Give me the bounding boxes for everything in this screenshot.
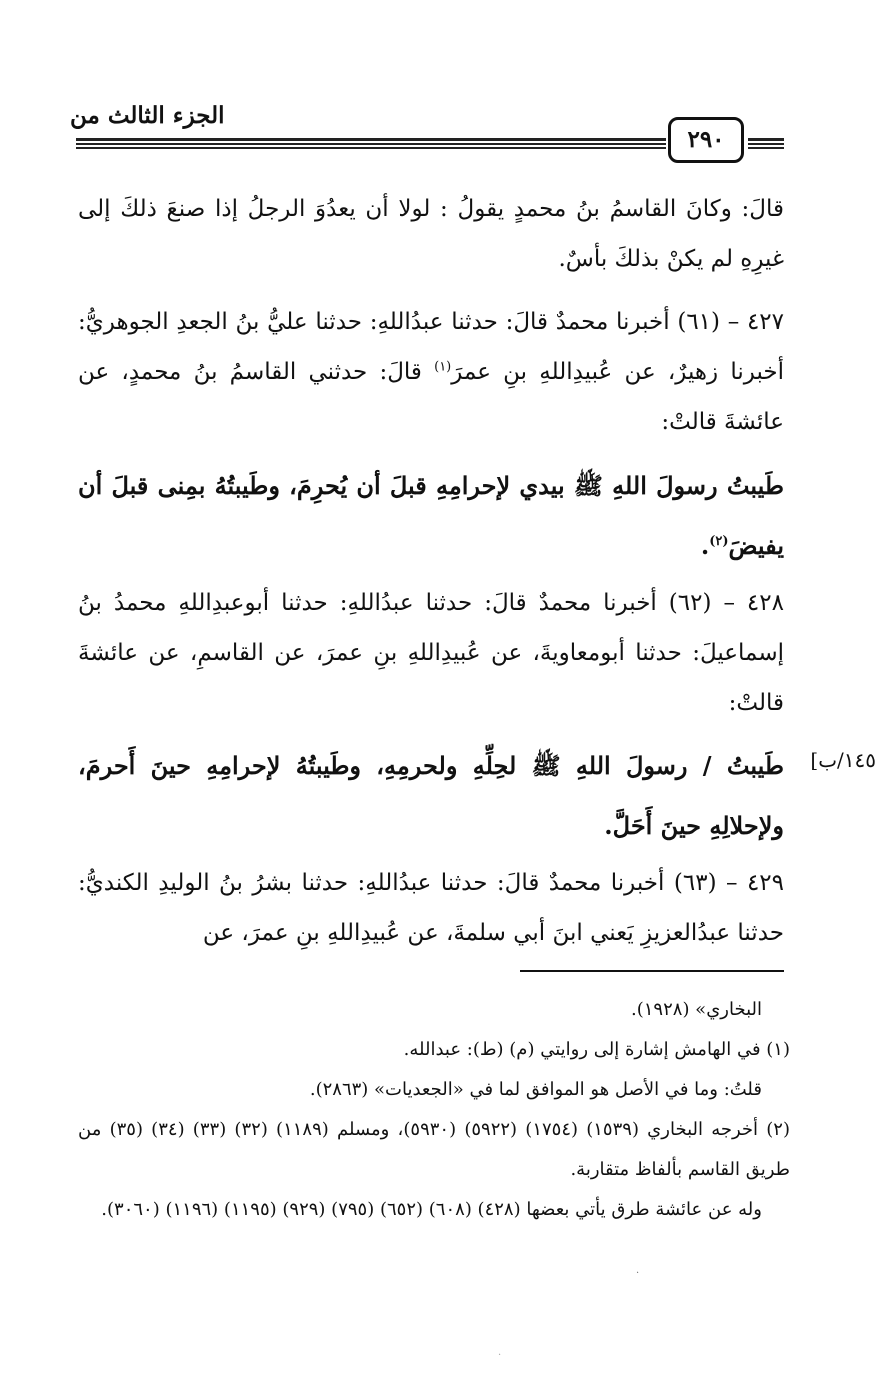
hadith-428-matn: طَيبتُ / رسولَ اللهِ ﷺ لحِلِّهِ ولحرمِهِ، وطَيبتُهُ لإحرامِهِ حينَ أَحرمَ، ولإحلالِهِ حينَ أَحَلَّ.: [78, 751, 785, 840]
header-rule: [748, 143, 784, 145]
chain-text: أخبرنا محمدٌ قالَ: حدثنا عبدُاللهِ: حدثنا أبوعبدِاللهِ محمدُ بنُ إسماعيلَ: حدثنا أبومعاويةَ، عن عُبيدِاللهِ بنِ عمرَ، عن القاسمِ، عن عائشةَ قالتْ:: [78, 590, 784, 716]
footnote-2-note: وله عن عائشة طرق يأتي بعضها (٤٢٨) (٦٠٨) (٦٥٢) (٧٩٥) (٩٢٩) (١١٩٥) (١١٩٦) (٣٠٦٠).: [101, 1199, 762, 1220]
scan-speck: ·: [498, 1350, 502, 1361]
scan-speck: ·: [636, 1268, 640, 1279]
footnote-1: (١) في الهامش إشارة إلى روايتي (م) (ط): عبدالله.: [403, 1039, 790, 1060]
hadith-number: ٤٢٨ – (٦٢): [668, 590, 784, 616]
hadith-number: ٤٢٩ – (٦٣): [673, 870, 784, 896]
footnote-separator: [520, 970, 784, 972]
footnote-marker: (٢): [709, 534, 729, 549]
footnote-marker: (١): [434, 359, 452, 375]
chain-text: أخبرنا محمدٌ قالَ: حدثنا عبدُاللهِ: حدثنا عليُّ بنُ الجعدِ الجوهريُّ: أخبرنا زهيرٌ، عن عُبيدِاللهِ بنِ عمرَ: [78, 309, 784, 385]
footnote-2: (٢) أخرجه البخاري (١٥٣٩) (١٧٥٤) (٥٩٢٢) (٥٩٣٠)، ومسلم (١١٨٩) (٣٢) (٣٣) (٣٤) (٣٥) من طريق القاسم بألفاظ متقاربة.: [78, 1119, 790, 1180]
header-rule: [76, 143, 666, 145]
running-header-title: الجزء الثالث من: [70, 102, 225, 129]
footnote-continuation: البخاري» (١٩٢٨).: [631, 999, 762, 1020]
hadith-number: ٤٢٧ – (٦١): [677, 309, 784, 335]
hadith-427-matn: طَيبتُ رسولَ اللهِ ﷺ بيدي لإحرامِهِ قبلَ أن يُحرِمَ، وطَيبتُهُ بمِنى قبلَ أن يفيضَ$^{(٢)}$.: [78, 471, 784, 560]
chain-text: أخبرنا محمدٌ قالَ: حدثنا عبدُاللهِ: حدثنا بشرُ بنُ الوليدِ الكنديُّ: حدثنا عبدُالعزيزِ يَعني ابنَ أبي سلمةَ، عن عُبيدِاللهِ بنِ عمرَ، عن: [78, 870, 784, 946]
footnote-1-note: قلتُ: وما في الأصل هو الموافق لما في «الجعديات» (٢٨٦٣).: [309, 1079, 762, 1100]
hadith-428-chain: [78, 578, 784, 728]
hadith-427-chain: [78, 297, 784, 447]
header-rule: [748, 147, 784, 149]
chain-text: قالَ: حدثني القاسمُ بنُ محمدٍ، عن عائشةَ قالتْ:: [78, 359, 784, 435]
paragraph-intro: قالَ: وكانَ القاسمُ بنُ محمدٍ يقولُ : لولا أن يعدُوَ الرجلُ إذا صنعَ ذلكَ إلى غيرِهِ لم يكنْ بذلكَ بأسٌ.: [78, 196, 784, 272]
page-number: ٢٩٠: [668, 117, 744, 163]
header-rule: [76, 138, 666, 141]
header-rule: [76, 147, 666, 149]
manuscript-folio-note: ١٤٥/ب]: [810, 748, 876, 772]
hadith-429-chain: [78, 858, 784, 958]
header-rule: [748, 138, 784, 141]
matn-text: طَيبتُ رسولَ اللهِ ﷺ بيدي لإحرامِهِ قبلَ أن يُحرِمَ، وطَيبتُهُ بمِنى قبلَ أن يفيضَ: [78, 471, 784, 560]
